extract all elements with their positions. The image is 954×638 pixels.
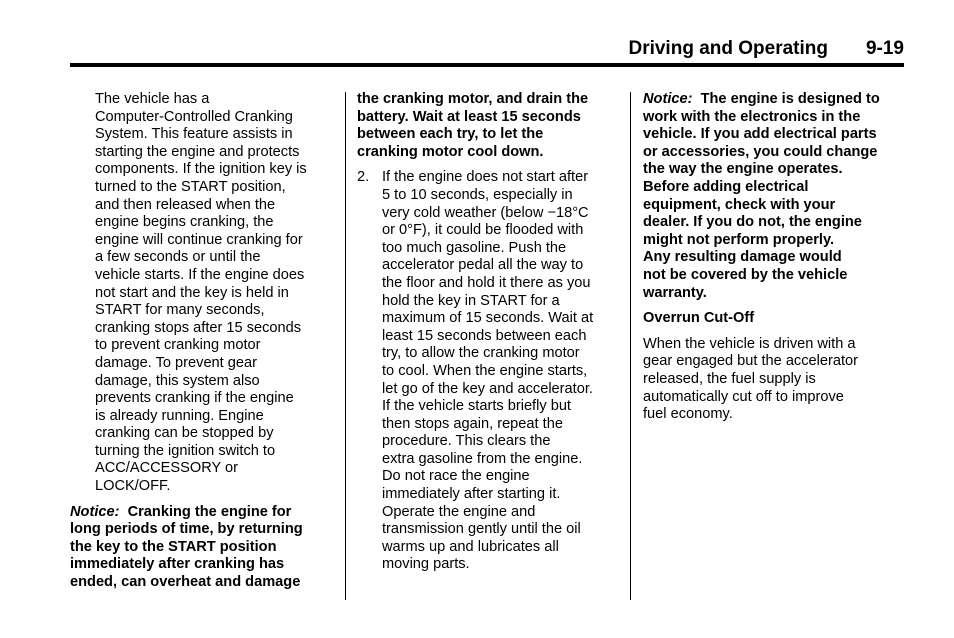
text-line: damage. To prevent gear — [95, 354, 257, 371]
cranking-system-paragraph — [70, 91, 332, 496]
text-line: between each try, to let the — [357, 126, 544, 143]
text-line: or accessories, you could change — [643, 143, 878, 160]
text-line: Before adding electrical — [643, 178, 809, 195]
text-line: gear engaged but the accelerator — [643, 353, 859, 370]
text-line: damage, this system also — [95, 372, 260, 389]
text-line: ended, can overheat and damage — [70, 574, 301, 591]
text-line: long periods of time, by returning — [70, 521, 303, 538]
subheading-overrun-cutoff: Overrun Cut-Off — [643, 310, 755, 327]
column-3 — [643, 91, 905, 424]
text-line: not be covered by the vehicle — [643, 266, 848, 283]
text-line: cranking stops after 15 seconds — [95, 319, 302, 336]
text-line: the way the engine operates. — [643, 161, 843, 178]
text-line: engine begins cranking, the — [95, 214, 274, 231]
text-line: vehicle starts. If the engine does — [95, 266, 305, 283]
text-line: Computer-Controlled Cranking — [95, 108, 293, 125]
text-line: very cold weather (below −18°C — [382, 204, 589, 221]
text-line: cranking motor cool down. — [357, 143, 544, 160]
text-line: fuel economy. — [643, 406, 733, 423]
page-header — [70, 38, 904, 64]
header-rule — [70, 63, 904, 67]
text-line: cranking can be stopped by — [95, 425, 274, 442]
column-2 — [357, 91, 619, 574]
text-line: Any resulting damage would — [643, 249, 842, 266]
column-divider — [630, 92, 631, 600]
text-line: ACC/ACCESSORY or — [95, 460, 239, 477]
text-line: turned to the START position, — [95, 178, 286, 195]
text-line: too much gasoline. Push the — [382, 239, 567, 256]
text-line: immediately after starting it. — [382, 486, 561, 503]
column-divider — [345, 92, 346, 600]
text-line: LOCK/OFF. — [95, 478, 171, 495]
text-line: to prevent cranking motor — [95, 337, 261, 354]
text-line: transmission gently until the oil — [382, 521, 581, 538]
text-line: components. If the ignition key is — [95, 161, 307, 178]
notice-cranking-continued — [357, 91, 619, 161]
text-line: If the vehicle starts briefly but — [382, 398, 571, 415]
text-line: procedure. This clears the — [382, 433, 551, 450]
text-line: 5 to 10 seconds, especially in — [382, 186, 573, 203]
text-line: then stops again, repeat the — [382, 415, 563, 432]
text-line: the cranking motor, and drain the — [357, 91, 589, 107]
text-line: least 15 seconds between each — [382, 327, 587, 344]
text-line: let go of the key and accelerator. — [382, 380, 593, 397]
section-title: Driving and Operating — [628, 38, 828, 59]
text-line: might not perform properly. — [643, 231, 835, 248]
text-line: warranty. — [643, 284, 707, 301]
notice-label: Notice: — [643, 91, 693, 107]
text-line: to cool. When the engine starts, — [382, 362, 588, 379]
text-line: work with the electronics in the — [643, 108, 861, 125]
text-line: the floor and hold it there as you — [382, 274, 591, 291]
text-line: the key to the START position — [70, 538, 277, 555]
text-line: immediately after cranking has — [70, 556, 285, 573]
text-line: starting the engine and protects — [95, 143, 300, 160]
text-line: Operate the engine and — [382, 503, 536, 520]
notice-label: Notice: — [70, 503, 120, 520]
text-line: equipment, check with your — [643, 196, 836, 213]
text-line: prevents cranking if the engine — [95, 390, 294, 407]
text-line: The engine is designed to — [700, 91, 880, 107]
text-line: engine will continue cranking for — [95, 231, 303, 248]
text-line: try, to allow the cranking motor — [382, 345, 580, 362]
text-line: maximum of 15 seconds. Wait at — [382, 310, 594, 327]
page-number: 9-19 — [865, 38, 904, 59]
list-number: 2. — [357, 169, 370, 186]
text-line: and then released when the — [95, 196, 276, 213]
notice-electronics — [643, 91, 905, 302]
text-line: released, the fuel supply is — [643, 370, 816, 387]
text-line: a few seconds or until the — [95, 249, 261, 266]
text-line: If the engine does not start after — [382, 169, 589, 186]
text-line: extra gasoline from the engine. — [382, 450, 583, 467]
text-line: START for many seconds, — [95, 302, 265, 319]
text-line: hold the key in START for a — [382, 292, 560, 309]
text-line: moving parts. — [382, 556, 470, 573]
text-line: dealer. If you do not, the engine — [643, 214, 862, 231]
text-line: or 0°F), it could be flooded with — [382, 222, 584, 239]
overrun-paragraph — [643, 336, 905, 424]
text-line: vehicle. If you add electrical parts — [643, 126, 877, 143]
text-line: warms up and lubricates all — [382, 538, 559, 555]
text-line: not start and the key is held in — [95, 284, 289, 301]
notice-cranking — [70, 504, 332, 592]
text-line: battery. Wait at least 15 seconds — [357, 108, 581, 125]
text-line: automatically cut off to improve — [643, 388, 844, 405]
text-line: accelerator pedal all the way to — [382, 257, 584, 274]
text-line: is already running. Engine — [95, 407, 264, 424]
list-item — [357, 169, 619, 574]
text-line: When the vehicle is driven with a — [643, 335, 856, 352]
text-line: turning the ignition switch to — [95, 442, 276, 459]
text-line: System. This feature assists in — [95, 126, 293, 143]
text-line: Cranking the engine for — [127, 503, 292, 520]
column-1 — [70, 91, 332, 592]
text-line: The vehicle has a — [95, 91, 210, 107]
text-line: Do not race the engine — [382, 468, 530, 485]
